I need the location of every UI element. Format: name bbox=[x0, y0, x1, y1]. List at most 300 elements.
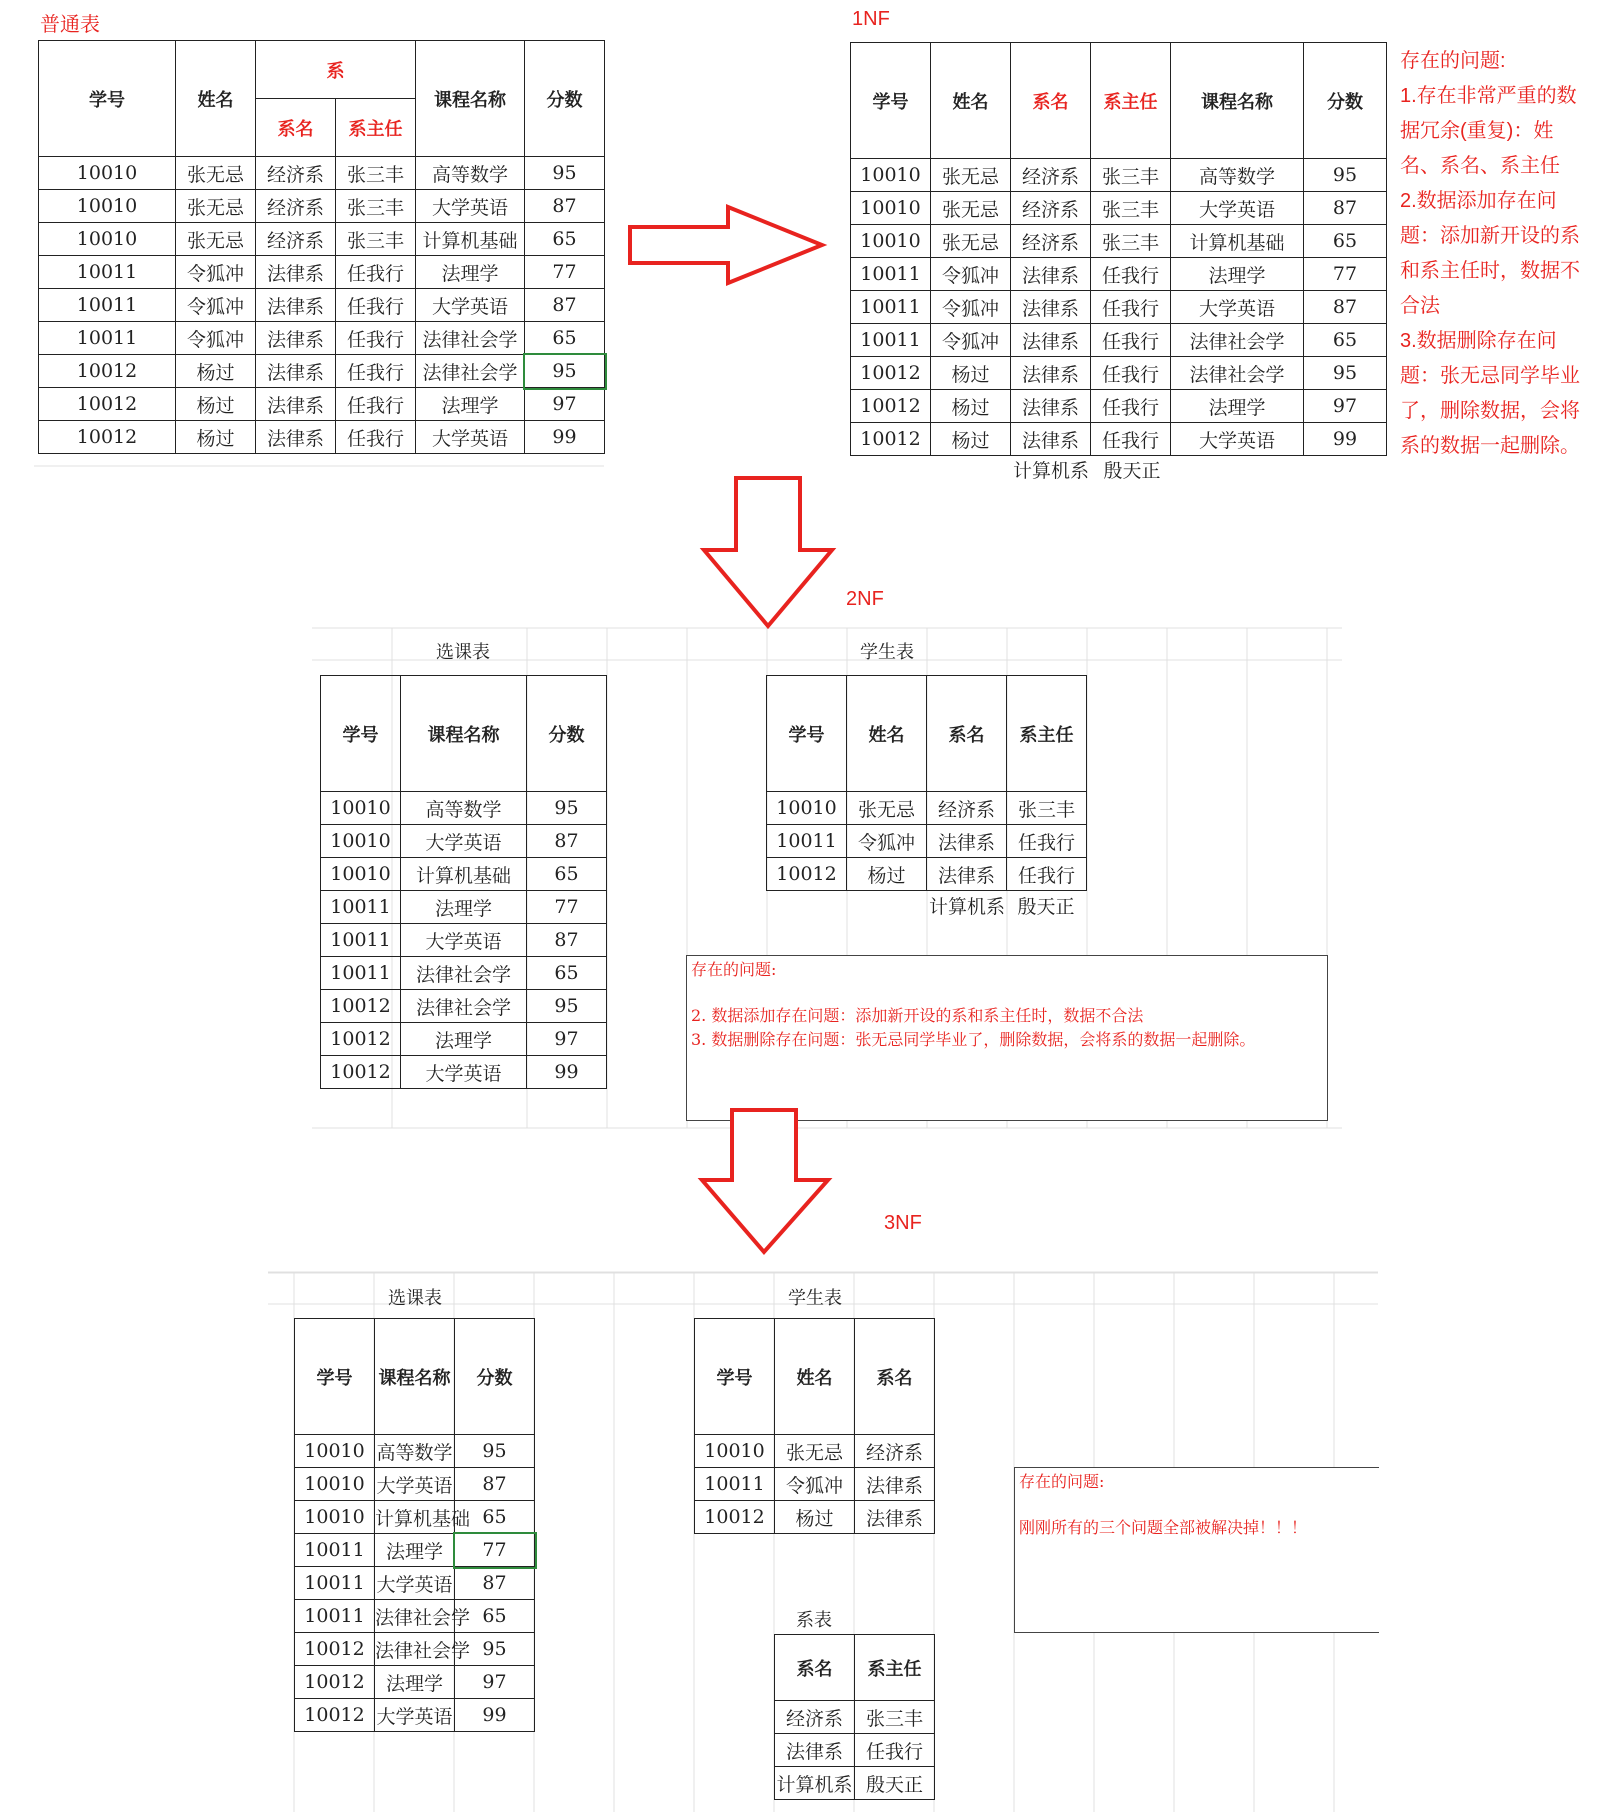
cell-student-id: 10011 bbox=[295, 1534, 375, 1567]
cell-student-id: 10010 bbox=[39, 223, 176, 256]
table-row bbox=[851, 324, 1387, 357]
nf2-label: 2NF bbox=[846, 588, 884, 610]
header-dept-head: 系主任 bbox=[1007, 676, 1087, 792]
cell-name: 杨过 bbox=[176, 355, 256, 388]
table-row bbox=[321, 1056, 607, 1089]
table-row bbox=[295, 1600, 535, 1633]
cell-dept-name: 法律系 bbox=[256, 388, 336, 421]
cell-score: 87 bbox=[527, 924, 607, 957]
cell-student-id: 10012 bbox=[851, 357, 931, 390]
table-row bbox=[775, 1701, 935, 1734]
cell-student-id: 10010 bbox=[295, 1468, 375, 1501]
table-row bbox=[767, 858, 1087, 891]
nf3-student-table bbox=[694, 1318, 935, 1534]
header-dept-head: 系主任 bbox=[336, 99, 416, 157]
header-student-id: 学号 bbox=[39, 41, 176, 157]
cell-dept-name: 法律系 bbox=[1011, 390, 1091, 423]
cell-course: 计算机基础 bbox=[375, 1501, 455, 1534]
header-dept-name: 系名 bbox=[775, 1635, 855, 1701]
cell-course: 法理学 bbox=[416, 256, 525, 289]
cell-course: 大学英语 bbox=[1171, 291, 1304, 324]
table-row bbox=[851, 258, 1387, 291]
cell-course: 法理学 bbox=[401, 891, 527, 924]
cell-score: 65 bbox=[1304, 225, 1387, 258]
header-dept-name: 系名 bbox=[855, 1319, 935, 1435]
cell-course: 法理学 bbox=[1171, 390, 1304, 423]
down-arrow-icon bbox=[698, 1108, 832, 1256]
problem-line: 据冗余(重复)：姓 bbox=[1400, 120, 1554, 142]
table-row bbox=[39, 190, 605, 223]
cell-score: 77 bbox=[525, 256, 605, 289]
header-dept-head: 系主任 bbox=[1091, 43, 1171, 159]
cell-course: 计算机基础 bbox=[401, 858, 527, 891]
cell-dept-name: 法律系 bbox=[1011, 324, 1091, 357]
table-row bbox=[295, 1501, 535, 1534]
header-course: 课程名称 bbox=[416, 41, 525, 157]
cell-name: 张无忌 bbox=[176, 157, 256, 190]
header-course: 课程名称 bbox=[1171, 43, 1304, 159]
cell-student-id: 10011 bbox=[851, 291, 931, 324]
nf3-label: 3NF bbox=[884, 1212, 922, 1234]
cell-name: 令狐冲 bbox=[775, 1468, 855, 1501]
cell-course: 法律社会学 bbox=[375, 1600, 455, 1633]
cell-course: 大学英语 bbox=[416, 421, 525, 454]
extra-dept-head: 殷天正 bbox=[1017, 896, 1075, 918]
cell-score: 77 bbox=[527, 891, 607, 924]
cell-student-id: 10010 bbox=[295, 1501, 375, 1534]
cell-dept-name: 经济系 bbox=[256, 223, 336, 256]
cell-dept-head: 任我行 bbox=[1091, 357, 1171, 390]
cell-score: 99 bbox=[455, 1699, 535, 1732]
table-row bbox=[321, 957, 607, 990]
cell-student-id: 10011 bbox=[295, 1600, 375, 1633]
header-student-id: 学号 bbox=[295, 1319, 375, 1435]
cell-dept-name: 经济系 bbox=[927, 792, 1007, 825]
cell-dept-name: 法律系 bbox=[1011, 357, 1091, 390]
header-dept-name: 系名 bbox=[927, 676, 1007, 792]
cell-student-id: 10010 bbox=[851, 225, 931, 258]
table-row bbox=[39, 223, 605, 256]
problem-line: 存在的问题: bbox=[1400, 50, 1506, 72]
cell-score: 95 bbox=[525, 157, 605, 190]
course-table-title: 选课表 bbox=[388, 1288, 442, 1309]
table-row bbox=[295, 1699, 535, 1732]
cell-score: 65 bbox=[1304, 324, 1387, 357]
cell-course: 法律社会学 bbox=[401, 990, 527, 1023]
header-dept-name: 系名 bbox=[256, 99, 336, 157]
problem-line: 3.数据删除存在问 bbox=[1400, 330, 1557, 352]
cell-student-id: 10012 bbox=[295, 1633, 375, 1666]
table-row bbox=[295, 1468, 535, 1501]
nf1-problems bbox=[1400, 44, 1600, 464]
cell-dept-name: 法律系 bbox=[256, 322, 336, 355]
cell-name: 张无忌 bbox=[847, 792, 927, 825]
cell-student-id: 10011 bbox=[39, 322, 176, 355]
cell-student-id: 10010 bbox=[321, 825, 401, 858]
nf2-student-table bbox=[766, 675, 1087, 891]
cell-dept-name: 法律系 bbox=[775, 1734, 855, 1767]
extra-dept-name: 计算机系 bbox=[775, 1767, 855, 1800]
table-row bbox=[39, 289, 605, 322]
header-course: 课程名称 bbox=[375, 1319, 455, 1435]
problem-line: 了，删除数据，会将 bbox=[1400, 400, 1580, 422]
cell-dept-name: 法律系 bbox=[256, 256, 336, 289]
cell-student-id: 10011 bbox=[39, 289, 176, 322]
cell-score: 87 bbox=[455, 1468, 535, 1501]
cell-score: 65 bbox=[455, 1501, 535, 1534]
cell-student-id: 10010 bbox=[321, 792, 401, 825]
cell-dept-name: 经济系 bbox=[1011, 225, 1091, 258]
cell-course: 计算机基础 bbox=[416, 223, 525, 256]
cell-course: 大学英语 bbox=[375, 1699, 455, 1732]
cell-name: 令狐冲 bbox=[176, 289, 256, 322]
cell-student-id: 10012 bbox=[321, 1056, 401, 1089]
cell-score: 65 bbox=[525, 322, 605, 355]
table-row bbox=[321, 825, 607, 858]
cell-score: 95 bbox=[455, 1435, 535, 1468]
cell-student-id: 10012 bbox=[321, 1023, 401, 1056]
cell-dept-head: 任我行 bbox=[1091, 258, 1171, 291]
cell-dept-name: 法律系 bbox=[1011, 423, 1091, 456]
cell-dept-head: 任我行 bbox=[1091, 423, 1171, 456]
extra-dept-name: 计算机系 bbox=[928, 896, 1005, 918]
nf2-course-table bbox=[320, 675, 607, 1089]
course-table-title: 选课表 bbox=[436, 642, 490, 663]
cell-score: 65 bbox=[525, 223, 605, 256]
cell-name: 杨过 bbox=[775, 1501, 855, 1534]
table-row bbox=[775, 1734, 935, 1767]
nf2-problem-3: 3. 数据删除存在问题：张无忌同学毕业了，删除数据，会将系的数据一起删除。 bbox=[691, 1030, 1256, 1049]
cell-score: 65 bbox=[527, 858, 607, 891]
table-row bbox=[321, 990, 607, 1023]
cell-course: 法律社会学 bbox=[401, 957, 527, 990]
cell-name: 张无忌 bbox=[931, 225, 1011, 258]
problem-line: 1.存在非常严重的数 bbox=[1400, 85, 1577, 107]
cell-student-id: 10012 bbox=[321, 990, 401, 1023]
problem-line: 和系主任时，数据不 bbox=[1400, 260, 1580, 282]
cell-student-id: 10011 bbox=[295, 1567, 375, 1600]
cell-student-id: 10012 bbox=[39, 388, 176, 421]
cell-dept-name: 法律系 bbox=[927, 825, 1007, 858]
nf3-course-table bbox=[294, 1318, 535, 1732]
cell-student-id: 10010 bbox=[295, 1435, 375, 1468]
right-arrow-icon bbox=[628, 205, 828, 285]
down-arrow-icon bbox=[700, 476, 836, 630]
table-row bbox=[39, 322, 605, 355]
cell-score: 65 bbox=[455, 1600, 535, 1633]
cell-name: 令狐冲 bbox=[931, 291, 1011, 324]
table-row bbox=[851, 390, 1387, 423]
header-student-id: 学号 bbox=[695, 1319, 775, 1435]
cell-dept-head: 任我行 bbox=[1091, 324, 1171, 357]
cell-course: 大学英语 bbox=[401, 825, 527, 858]
cell-course: 高等数学 bbox=[375, 1435, 455, 1468]
problem-line: 系的数据一起删除。 bbox=[1400, 435, 1580, 457]
table-row bbox=[321, 1023, 607, 1056]
cell-course: 高等数学 bbox=[1171, 159, 1304, 192]
cell-student-id: 10012 bbox=[851, 390, 931, 423]
header-course: 课程名称 bbox=[401, 676, 527, 792]
problem-line: 合法 bbox=[1400, 295, 1440, 317]
cell-student-id: 10012 bbox=[767, 858, 847, 891]
cell-course: 大学英语 bbox=[401, 1056, 527, 1089]
table-row bbox=[321, 891, 607, 924]
cell-name: 杨过 bbox=[176, 421, 256, 454]
cell-student-id: 10011 bbox=[767, 825, 847, 858]
cell-name: 令狐冲 bbox=[931, 324, 1011, 357]
cell-score: 95 bbox=[1304, 357, 1387, 390]
problem-line: 2.数据添加存在问 bbox=[1400, 190, 1557, 212]
cell-name: 杨过 bbox=[931, 357, 1011, 390]
cell-dept-head: 张三丰 bbox=[1091, 159, 1171, 192]
cell-student-id: 10012 bbox=[695, 1501, 775, 1534]
cell-course: 大学英语 bbox=[401, 924, 527, 957]
cell-dept-head: 任我行 bbox=[1007, 858, 1087, 891]
problem-line: 题：张无忌同学毕业 bbox=[1400, 365, 1580, 387]
table-row bbox=[851, 225, 1387, 258]
cell-student-id: 10010 bbox=[851, 192, 931, 225]
cell-score: 87 bbox=[525, 289, 605, 322]
header-student-id: 学号 bbox=[321, 676, 401, 792]
cell-student-id: 10012 bbox=[39, 421, 176, 454]
cell-name: 张无忌 bbox=[176, 190, 256, 223]
cell-dept-name: 法律系 bbox=[1011, 291, 1091, 324]
cell-dept-head: 张三丰 bbox=[336, 190, 416, 223]
table-row bbox=[851, 291, 1387, 324]
nf1-label: 1NF bbox=[852, 8, 890, 30]
cell-dept-head: 任我行 bbox=[1091, 390, 1171, 423]
table-row bbox=[695, 1468, 935, 1501]
cell-course: 大学英语 bbox=[375, 1567, 455, 1600]
table-row bbox=[695, 1435, 935, 1468]
cell-score: 99 bbox=[527, 1056, 607, 1089]
cell-student-id: 10010 bbox=[39, 157, 176, 190]
cell-dept-name: 法律系 bbox=[256, 289, 336, 322]
cell-dept-head: 任我行 bbox=[1091, 291, 1171, 324]
cell-course: 高等数学 bbox=[401, 792, 527, 825]
table-row bbox=[295, 1633, 535, 1666]
cell-course: 法律社会学 bbox=[375, 1633, 455, 1666]
cell-dept-head: 任我行 bbox=[336, 355, 416, 388]
cell-dept-name: 经济系 bbox=[1011, 159, 1091, 192]
cell-score: 95 bbox=[1304, 159, 1387, 192]
cell-dept-head: 任我行 bbox=[336, 289, 416, 322]
cell-name: 令狐冲 bbox=[847, 825, 927, 858]
cell-name: 令狐冲 bbox=[931, 258, 1011, 291]
cell-course: 大学英语 bbox=[375, 1468, 455, 1501]
cell-dept-head: 任我行 bbox=[336, 421, 416, 454]
table-row bbox=[295, 1435, 535, 1468]
header-name: 姓名 bbox=[775, 1319, 855, 1435]
cell-course: 法理学 bbox=[375, 1666, 455, 1699]
cell-score: 97 bbox=[455, 1666, 535, 1699]
table-row bbox=[695, 1501, 935, 1534]
student-table-title: 学生表 bbox=[860, 642, 914, 663]
table-row bbox=[321, 792, 607, 825]
cell-course: 大学英语 bbox=[1171, 192, 1304, 225]
cell-dept-head: 任我行 bbox=[1007, 825, 1087, 858]
cell-dept-name: 经济系 bbox=[1011, 192, 1091, 225]
nf3-problems-box bbox=[1014, 1467, 1379, 1633]
cell-course: 计算机基础 bbox=[1171, 225, 1304, 258]
cell-name: 杨过 bbox=[176, 388, 256, 421]
nf3-problems-title: 存在的问题: bbox=[1019, 1472, 1105, 1491]
header-score: 分数 bbox=[455, 1319, 535, 1435]
nf2-problem-2: 2. 数据添加存在问题：添加新开设的系和系主任时，数据不合法 bbox=[691, 1006, 1144, 1025]
cell-course: 法律社会学 bbox=[416, 355, 525, 388]
table-row bbox=[295, 1567, 535, 1600]
table-row bbox=[39, 157, 605, 190]
cell-course: 大学英语 bbox=[416, 289, 525, 322]
table-row bbox=[39, 355, 605, 388]
cell-dept-name: 法律系 bbox=[927, 858, 1007, 891]
cell-student-id: 10011 bbox=[321, 957, 401, 990]
cell-score: 99 bbox=[525, 421, 605, 454]
cell-dept-head: 张三丰 bbox=[1091, 192, 1171, 225]
header-student-id: 学号 bbox=[851, 43, 931, 159]
cell-score: 97 bbox=[1304, 390, 1387, 423]
cell-dept-name: 法律系 bbox=[256, 355, 336, 388]
cell-score: 95 bbox=[455, 1633, 535, 1666]
cell-dept-head: 任我行 bbox=[336, 388, 416, 421]
cell-dept-head: 张三丰 bbox=[855, 1701, 935, 1734]
table-row bbox=[851, 423, 1387, 456]
nf3-dept-table bbox=[774, 1634, 935, 1800]
cell-course: 高等数学 bbox=[416, 157, 525, 190]
cell-score: 95 bbox=[527, 792, 607, 825]
nf1-table bbox=[850, 42, 1387, 456]
table-row bbox=[39, 421, 605, 454]
table-row bbox=[39, 256, 605, 289]
table-row bbox=[295, 1534, 535, 1567]
cell-score: 87 bbox=[525, 190, 605, 223]
nf3-problem-line: 刚刚所有的三个问题全部被解决掉！！！ bbox=[1019, 1518, 1308, 1537]
cell-score: 99 bbox=[1304, 423, 1387, 456]
header-dept-name: 系名 bbox=[1011, 43, 1091, 159]
cell-student-id: 10012 bbox=[295, 1699, 375, 1732]
table-row bbox=[767, 825, 1087, 858]
cell-student-id: 10011 bbox=[321, 891, 401, 924]
extra-dept-head: 殷天正 bbox=[1103, 460, 1161, 482]
cell-student-id: 10011 bbox=[695, 1468, 775, 1501]
cell-student-id: 10012 bbox=[851, 423, 931, 456]
table-row bbox=[321, 858, 607, 891]
header-name: 姓名 bbox=[931, 43, 1011, 159]
cell-dept-head: 张三丰 bbox=[1091, 225, 1171, 258]
cell-course: 法理学 bbox=[375, 1534, 455, 1567]
cell-student-id: 10012 bbox=[39, 355, 176, 388]
cell-dept-name: 法律系 bbox=[855, 1501, 935, 1534]
table-row bbox=[851, 159, 1387, 192]
cell-dept-head: 任我行 bbox=[336, 256, 416, 289]
cell-course: 法理学 bbox=[1171, 258, 1304, 291]
table-row bbox=[295, 1666, 535, 1699]
cell-score: 87 bbox=[527, 825, 607, 858]
cell-student-id: 10011 bbox=[39, 256, 176, 289]
header-student-id: 学号 bbox=[767, 676, 847, 792]
cell-score: 77 bbox=[1304, 258, 1387, 291]
extra-dept-name: 计算机系 bbox=[1012, 460, 1089, 482]
table-row bbox=[321, 924, 607, 957]
extra-dept-head: 殷天正 bbox=[855, 1767, 935, 1800]
cell-student-id: 10010 bbox=[851, 159, 931, 192]
cell-name: 令狐冲 bbox=[176, 322, 256, 355]
cell-dept-head: 张三丰 bbox=[336, 223, 416, 256]
cell-name: 杨过 bbox=[931, 390, 1011, 423]
cell-name: 张无忌 bbox=[931, 159, 1011, 192]
cell-student-id: 10010 bbox=[767, 792, 847, 825]
header-name: 姓名 bbox=[176, 41, 256, 157]
cell-name: 张无忌 bbox=[775, 1435, 855, 1468]
cell-student-id: 10012 bbox=[295, 1666, 375, 1699]
cell-dept-name: 法律系 bbox=[256, 421, 336, 454]
cell-name: 杨过 bbox=[931, 423, 1011, 456]
normal-table bbox=[38, 40, 605, 454]
cell-course: 大学英语 bbox=[416, 190, 525, 223]
cell-name: 张无忌 bbox=[176, 223, 256, 256]
table-row bbox=[851, 357, 1387, 390]
cell-score: 65 bbox=[527, 957, 607, 990]
table-row bbox=[767, 792, 1087, 825]
cell-dept-head: 张三丰 bbox=[336, 157, 416, 190]
cell-score: 95 bbox=[525, 355, 605, 388]
cell-course: 大学英语 bbox=[1171, 423, 1304, 456]
header-score: 分数 bbox=[1304, 43, 1387, 159]
header-dept-head: 系主任 bbox=[855, 1635, 935, 1701]
header-dept-group: 系 bbox=[256, 41, 416, 99]
cell-score: 97 bbox=[525, 388, 605, 421]
nf2-problems-box bbox=[686, 955, 1328, 1121]
cell-name: 令狐冲 bbox=[176, 256, 256, 289]
dept-table-title: 系表 bbox=[796, 1610, 832, 1631]
header-score: 分数 bbox=[525, 41, 605, 157]
cell-score: 87 bbox=[455, 1567, 535, 1600]
cell-dept-name: 法律系 bbox=[1011, 258, 1091, 291]
cell-dept-head: 张三丰 bbox=[1007, 792, 1087, 825]
cell-name: 杨过 bbox=[847, 858, 927, 891]
cell-score: 87 bbox=[1304, 291, 1387, 324]
nf2-problems-title: 存在的问题: bbox=[691, 960, 777, 979]
cell-student-id: 10010 bbox=[321, 858, 401, 891]
cell-course: 法律社会学 bbox=[1171, 324, 1304, 357]
cell-dept-name: 经济系 bbox=[256, 157, 336, 190]
cell-score: 87 bbox=[1304, 192, 1387, 225]
cell-score: 95 bbox=[527, 990, 607, 1023]
header-score: 分数 bbox=[527, 676, 607, 792]
cell-score: 77 bbox=[455, 1534, 535, 1567]
cell-student-id: 10010 bbox=[695, 1435, 775, 1468]
cell-course: 法律社会学 bbox=[416, 322, 525, 355]
student-table-title: 学生表 bbox=[788, 1288, 842, 1309]
cell-score: 97 bbox=[527, 1023, 607, 1056]
cell-student-id: 10011 bbox=[851, 258, 931, 291]
cell-student-id: 10011 bbox=[851, 324, 931, 357]
cell-student-id: 10010 bbox=[39, 190, 176, 223]
cell-dept-name: 经济系 bbox=[256, 190, 336, 223]
table-row bbox=[39, 388, 605, 421]
cell-course: 法律社会学 bbox=[1171, 357, 1304, 390]
cell-course: 法理学 bbox=[416, 388, 525, 421]
cell-dept-head: 任我行 bbox=[855, 1734, 935, 1767]
cell-dept-name: 法律系 bbox=[855, 1468, 935, 1501]
cell-student-id: 10011 bbox=[321, 924, 401, 957]
table-row bbox=[851, 192, 1387, 225]
cell-course: 法理学 bbox=[401, 1023, 527, 1056]
header-name: 姓名 bbox=[847, 676, 927, 792]
cell-name: 张无忌 bbox=[931, 192, 1011, 225]
problem-line: 题：添加新开设的系 bbox=[1400, 225, 1580, 247]
cell-dept-name: 经济系 bbox=[775, 1701, 855, 1734]
